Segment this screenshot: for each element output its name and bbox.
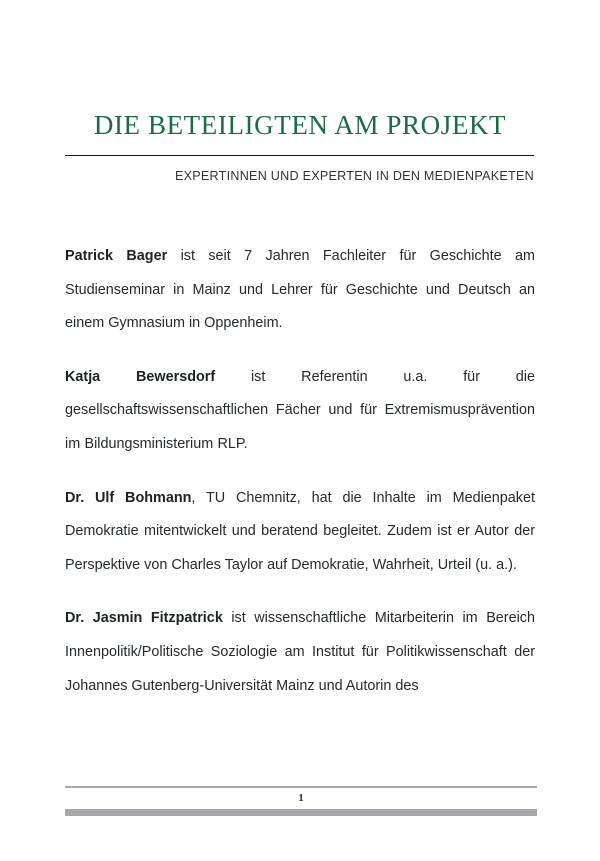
bio-list — [65, 240, 535, 703]
bio-person-text: , TU Chemnitz, hat die Inhalte im Medienpaket Demokratie mitentwickelt und beratend begleitet. Zudem ist er Autor der Perspektive von Charles Taylor auf Demokratie, Wahrheit, Urteil (u. a.). — [65, 489, 535, 573]
section-subtitle: EXPERTINNEN UND EXPERTEN IN DEN MEDIENPAKETEN — [174, 169, 534, 183]
bio-entry — [65, 602, 535, 703]
bio-person-text: ist wissenschaftliche Mitarbeiterin im Bereich Innenpolitik/Politische Soziologie am Institut für Politikwissenschaft der Johannes Gutenberg-Universität Mainz und Autorin des — [65, 610, 535, 694]
bio-entry — [65, 482, 535, 583]
page-title: DIE BETEILIGTEN AM PROJEKT — [93, 110, 507, 141]
bio-person-name: Patrick Bager — [65, 248, 168, 264]
page-number: 1 — [298, 792, 304, 804]
bio-person-text: ist Referentin u.a. für die gesellschaftswissenschaftlichen Fächer und für Extremismusprävention im Bildungsministerium RLP. — [65, 368, 535, 452]
footer-divider — [65, 786, 537, 788]
bio-entry — [65, 361, 535, 462]
bio-person-name: Dr. Jasmin Fitzpatrick — [65, 610, 223, 627]
footer-bar — [65, 809, 537, 816]
bio-person-name: Katja Bewersdorf — [65, 368, 216, 385]
title-divider — [65, 155, 534, 156]
bio-entry — [65, 240, 535, 341]
bio-person-text: ist seit 7 Jahren Fachleiter für Geschichte am Studienseminar in Mainz und Lehrer für Geschichte und Deutsch an einem Gymnasium in Oppenheim. — [65, 248, 536, 332]
bio-person-name: Dr. Ulf Bohmann — [65, 489, 192, 506]
